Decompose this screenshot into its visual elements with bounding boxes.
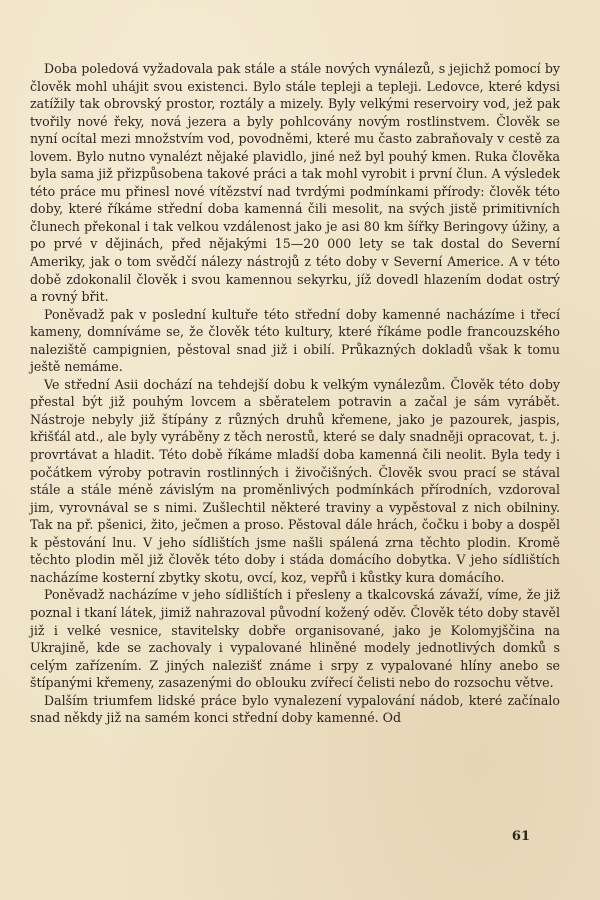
page-number: 61 bbox=[511, 829, 530, 844]
paragraph: Ve střední Asii dochází na tehdejší dobu k velkým vynálezům. Člověk této doby přestal být již pouhým lovcem a sběratelem potravin a začal je sám vyrábět. Nástroje nebyly již štípány z různých druhů křemene, jako je pazourek, jaspis, křišťál atd., ale byly vyráběny z těch nerostů, které se daly snadněji opracovat, t. j. provrtávat a hladit. Této době říkáme mladší doba kamenná čili neolit. Byla tedy i počátkem výroby potravin rostlinných i živočišných. Člověk svou prací se stával stále a stále méně závislým na proměnlivých podmínkách přírodních, vzdoroval jim, vyrovnával se s nimi. Zušlechtil některé traviny a vypěstoval z nich obilniny. Tak na př. pšenici, žito, ječmen a proso. Pěstoval dále hrách, čočku i boby a dospěl k pěstování lnu. V jeho sídlištích jsme našli spálená zrna těchto plodin. Kromě těchto plodin měl již člověk této doby i stáda domácího dobytka. V jeho sídlištích nacházíme kosterní zbytky skotu, ovcí, koz, vepřů i kůstky kura domácího. bbox=[30, 376, 560, 585]
paragraph: Doba poledová vyžadovala pak stále a stále nových vynálezů, s jejichž pomocí by člověk mohl uhájit svou existenci. Bylo stále tepleji a tepleji. Ledovce, které kdysi zatížily tak obrovský prostor, roztály a mizely. Byly velkými reservoiry vod, jež pak tvořily nové řeky, nová jezera a byly pohlcovány novým rostlinstvem. Člověk se nyní ocítal mezi množstvím vod, povodněmi, které mu často zabraňovaly v cestě za lovem. Bylo nutno vynalézt nějaké plavidlo, jiné než byl pouhý kmen. Ruka člověka byla sama již přizpůsobena takové práci a tak mohl vyrobit i první člun. A výsledek této práce mu přinesl nové vítězství nad tvrdými podmínkami přírody: člověk této doby, které říkáme střední doba kamenná čili mesolit, na svých jistě primitivních člunech překonal i tak velkou vzdálenost jako je asi 80 km šířky Beringovy úžiny, a po prvé v dějinách, před nějakými 15—20 000 lety se tak dostal do Severní Ameriky, jak o tom svědčí nálezy nástrojů z této doby v Severní Americe. A v této době zdokonalil člověk i svou kamennou sekyrku, jíž dovedl hlazením dodat ostrý a rovný břit. bbox=[30, 61, 560, 305]
body-text bbox=[30, 60, 560, 727]
paragraph: Poněvadž nacházíme v jeho sídlištích i přesleny a tkalcovská závaží, víme, že již poznal i tkaní látek, jimiž nahrazoval původní kožený oděv. Člověk této doby stavěl již i velké vesnice, stavitelsky dobře organisované, jako je Kolomyjščina na Ukrajině, kde se zachovaly i vypalované hliněné modely jednotlivých domků s celým zařízením. Z jiných nalezišť známe i srpy z vypalované hlíny anebo se štípanými křemeny, zasazenými do oblouku zvířecí čelisti nebo do rozsochu větve. bbox=[30, 587, 560, 691]
paragraph: Poněvadž pak v poslední kultuře této střední doby kamenné nacházíme i třecí kameny, domníváme se, že člověk této kultury, které říkáme podle francouzského naleziště campignien, pěstoval snad již i obilí. Průkazných dokladů však k tomu ještě nemáme. bbox=[30, 306, 560, 375]
paragraph: Dalším triumfem lidské práce bylo vynalezení vypalování nádob, které začínalo snad někdy již na samém konci střední doby kamenné. Od bbox=[30, 692, 560, 726]
